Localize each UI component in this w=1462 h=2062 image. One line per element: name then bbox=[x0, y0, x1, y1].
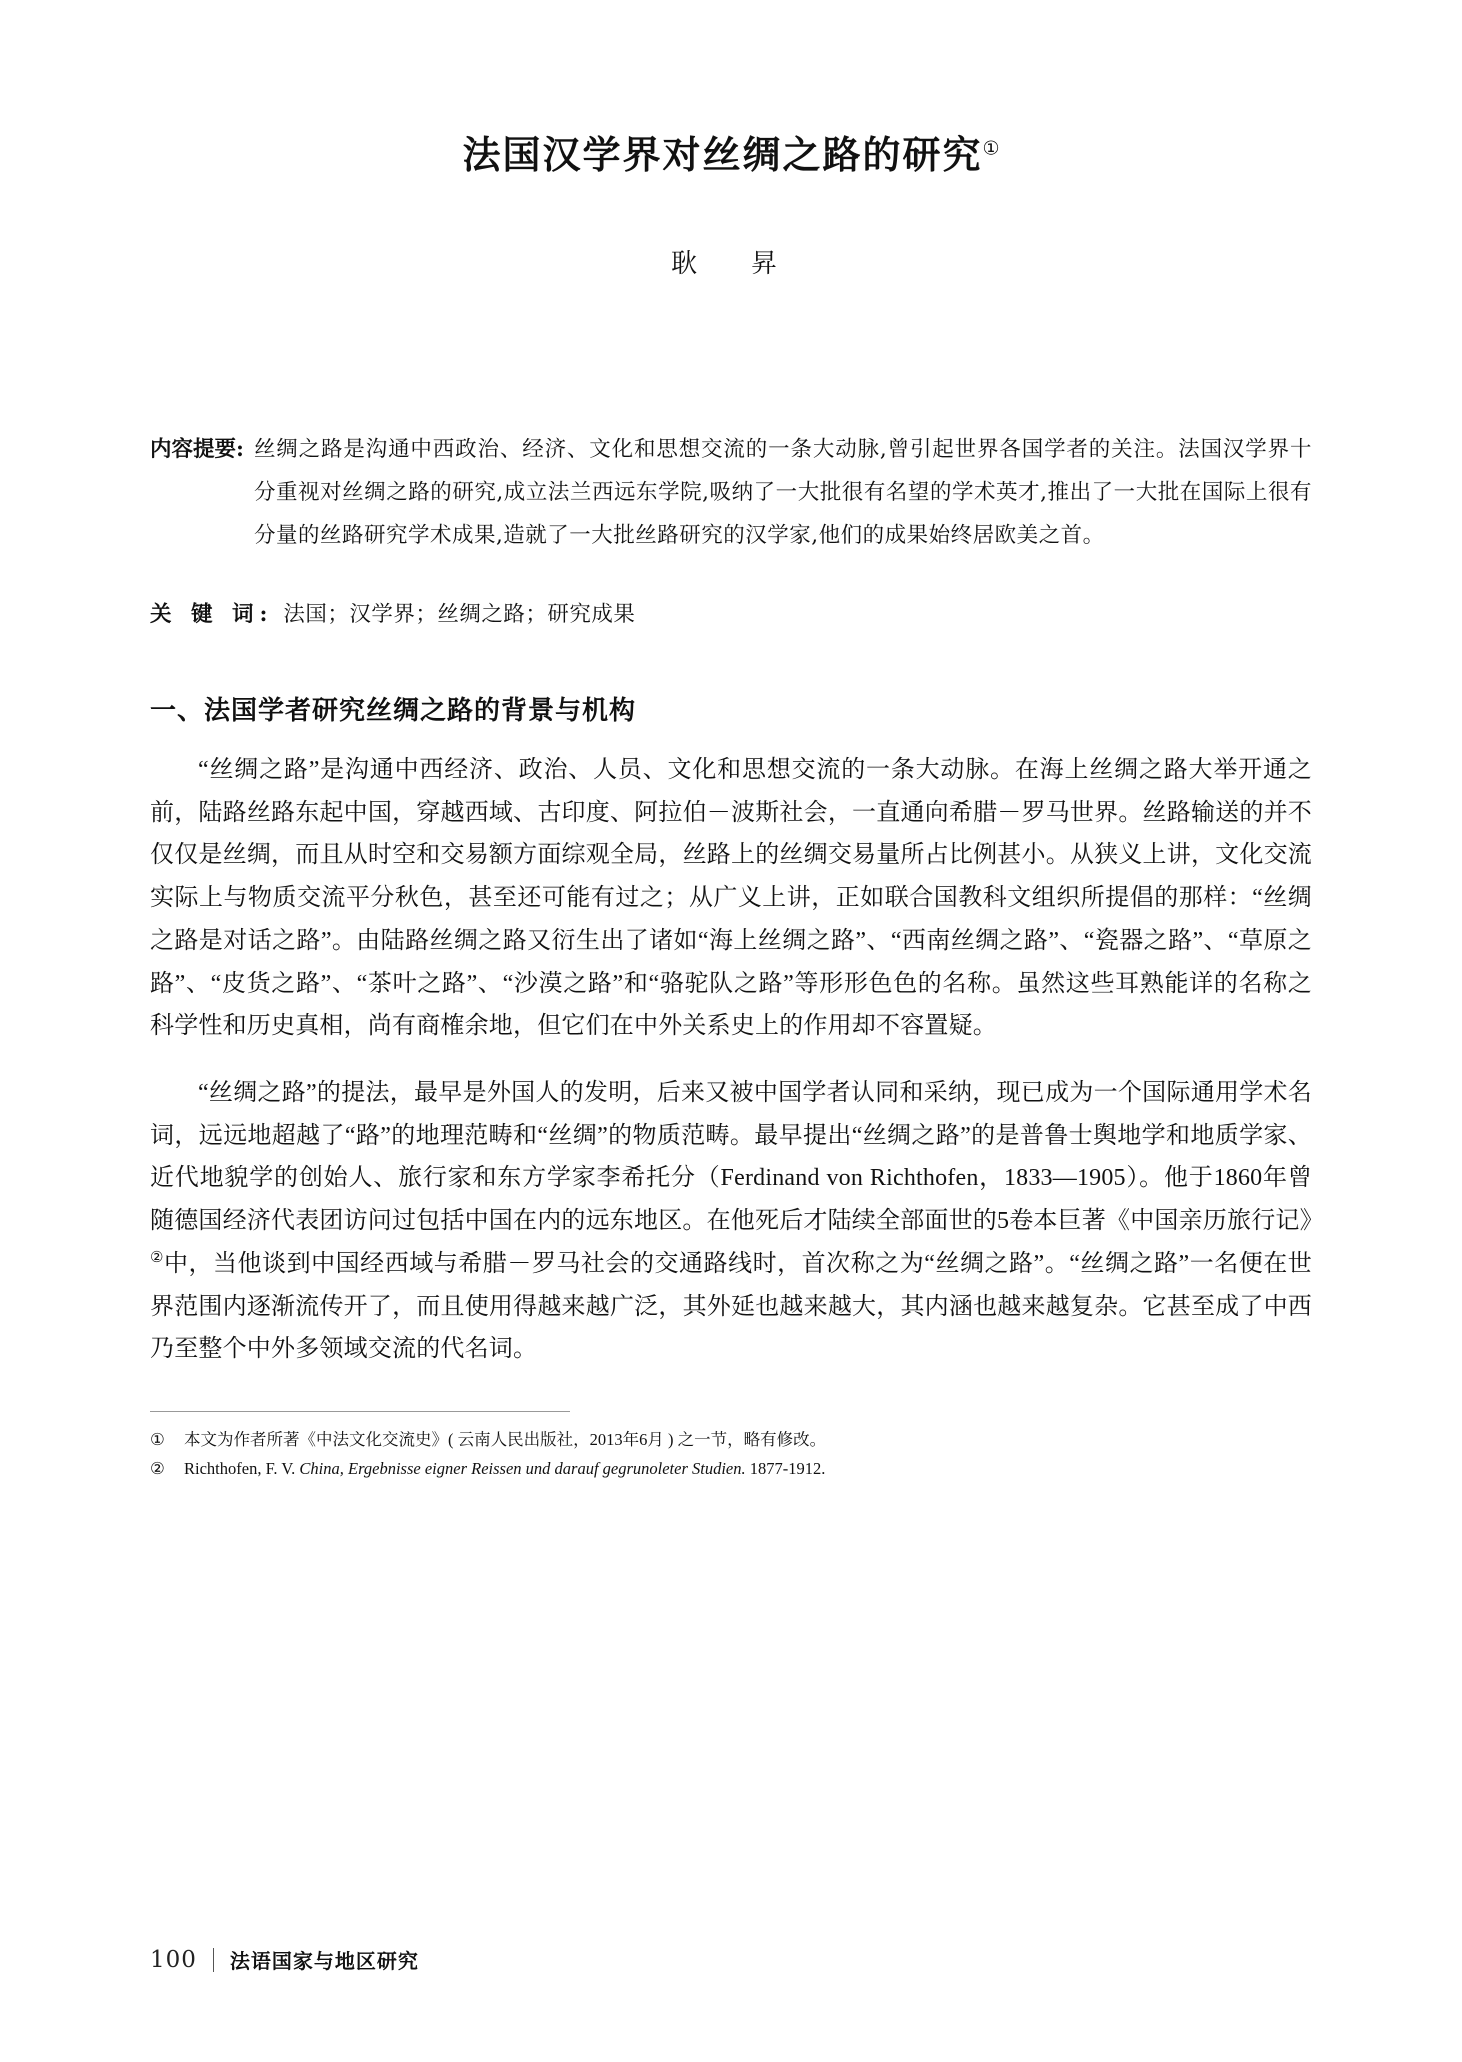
keywords-label: 关 键 词: bbox=[150, 602, 274, 628]
paragraph-2-tail: 中，当他谈到中国经西域与希腊－罗马社会的交通路线时，首次称之为“丝绸之路”。“丝绸之路”一名便在世界范围内逐渐流传开了，而且使用得越来越广泛，其外延也越来越大，其内涵也越来越复杂。它甚至成了中西乃至整个中外多领域交流的代名词。 bbox=[150, 1250, 1313, 1363]
keywords-block bbox=[150, 593, 1312, 636]
abstract-text: 丝绸之路是沟通中西政治、经济、文化和思想交流的一条大动脉,曾引起世界各国学者的关注。法国汉学界十分重视对丝绸之路的研究,成立法兰西远东学院,吸纳了一大批很有名望的学术英才,推出了一大批在国际上很有分量的丝路研究学术成果,造就了一大批丝路研究的汉学家,他们的成果始终居欧美之首。 bbox=[253, 437, 1312, 549]
page-title bbox=[150, 130, 1312, 179]
section-heading: 一、法国学者研究丝绸之路的背景与机构 bbox=[150, 696, 637, 727]
footnote-text-prefix: Richthofen, F. V. bbox=[184, 1458, 300, 1478]
footnote-text-italic: China, Ergebnisse eigner Reissen und darauf gegrunoleter Studien. bbox=[299, 1458, 746, 1478]
page-footer bbox=[150, 1945, 419, 1974]
footnote-text bbox=[184, 1455, 1312, 1484]
abstract-block bbox=[150, 428, 1312, 557]
author-name: 耿 昇 bbox=[670, 249, 791, 280]
title-text: 法国汉学界对丝绸之路的研究 bbox=[462, 132, 983, 177]
footnote-marker: ① bbox=[150, 1430, 165, 1450]
abstract-label: 内容提要: bbox=[150, 437, 244, 463]
footnotes-list bbox=[150, 1426, 1312, 1484]
journal-name: 法语国家与地区研究 bbox=[229, 1949, 419, 1973]
body-paragraph-1: “丝绸之路”是沟通中西经济、政治、人员、文化和思想交流的一条大动脉。在海上丝绸之路大举开通之前，陆路丝路东起中国，穿越西域、古印度、阿拉伯－波斯社会，一直通向希腊－罗马世界。丝路输送的并不仅仅是丝绸，而且从时空和交易额方面综观全局，丝路上的丝绸交易量所占比例甚小。从狭义上讲，文化交流实际上与物质交流平分秋色，甚至还可能有过之；从广义上讲，正如联合国教科文组织所提倡的那样：“丝绸之路是对话之路”。由陆路丝绸之路又衍生出了诸如“海上丝绸之路”、“西南丝绸之路”、“瓷器之路”、“草原之路”、“皮货之路”、“茶叶之路”、“沙漠之路”和“骆驼队之路”等形形色色的名称。虽然这些耳熟能详的名称之科学性和历史真相，尚有商榷余地，但它们在中外关系史上的作用却不容置疑。 bbox=[150, 756, 1312, 1040]
page-number: 100 bbox=[150, 1946, 197, 1973]
footnote-text: 本文为作者所著《中法文化交流史》( 云南人民出版社，2013年6月 ) 之一节，略有修改。 bbox=[184, 1430, 827, 1450]
footnote-marker: ② bbox=[150, 1458, 165, 1478]
title-footnote-marker: ① bbox=[982, 137, 1000, 160]
footer-divider bbox=[213, 1948, 214, 1972]
paragraph-2-head: “丝绸之路”的提法，最早是外国人的发明，后来又被中国学者认同和采纳，现已成为一个国际通用学术名词，远远地超越了“路”的地理范畴和“丝绸”的物质范畴。最早提出“丝绸之路”的是普鲁士舆地学和地质学家、近代地貌学的创始人、旅行家和东方学家李希托分（Ferdinand von Richthofen，1833—1905）。他于1860年曾随德国经济代表团访问过包括中国在内的远东地区。在他死后才陆续全部面世的5卷本巨著《中国亲历旅行记》 bbox=[150, 1080, 1324, 1235]
footnote-divider bbox=[150, 1411, 570, 1412]
keywords-text: 法国；汉学界；丝绸之路；研究成果 bbox=[283, 602, 636, 628]
body-paragraph-2 bbox=[150, 1072, 1324, 1371]
paragraph-2-footnote-marker: ② bbox=[150, 1249, 164, 1266]
footnote-item bbox=[150, 1455, 1312, 1484]
footnote-item bbox=[150, 1426, 1312, 1455]
footnote-text-suffix: 1877-1912. bbox=[745, 1458, 826, 1478]
